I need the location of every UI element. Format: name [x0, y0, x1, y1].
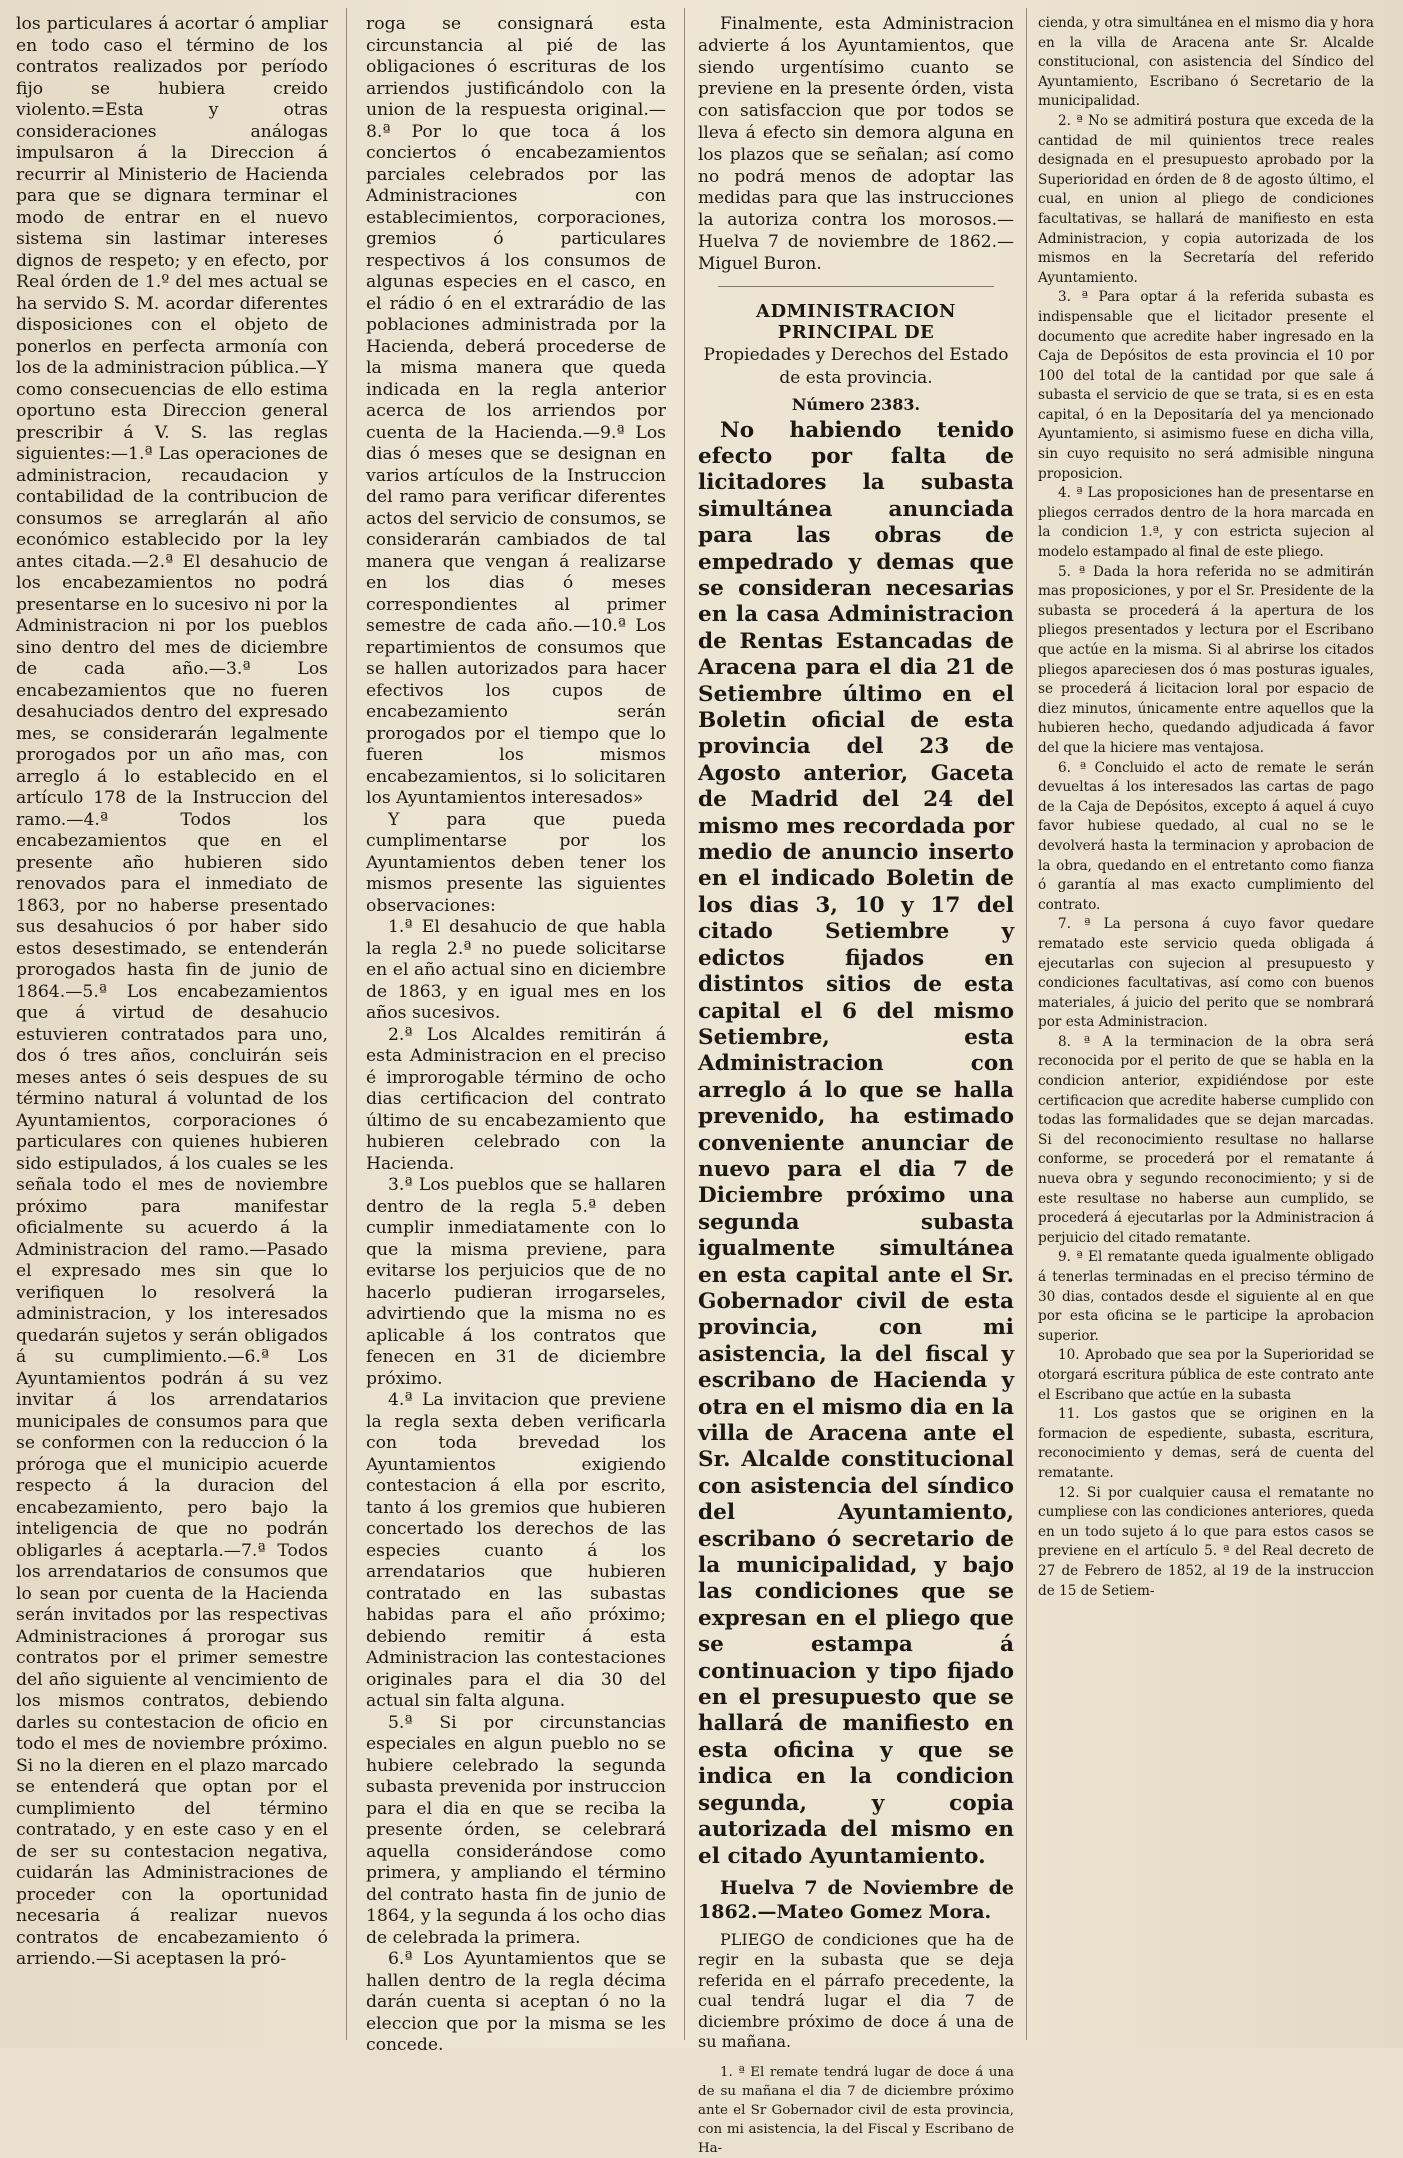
consumos-rules-continued: roga se consignará esta circunstancia al pié de las obligaciones ó escrituras de los arriendos justificándolo con la union de la respuesta original.—8.ª Por lo que toca á los conciertos ó encabezamientos parciales celebrados por las Administraciones con establecimientos, corporaciones, gremios ó particulares respectivos á los consumos de algunas especies en el casco, en el rádio ó en el extrarádio de las poblaciones administrada por la Hacienda, deberá procederse de la misma manera que queda indicada en la regla anterior acerca de los arriendos por cuenta de la Hacienda.—9.ª Los dias ó meses que se designan en varios artículos de la Instruccion del ramo para verificar diferentes actos del servicio de consumos, se considerarán cambiados de tal manera que vengan á realizarse en los dias ó meses correspondientes al primer semestre de cada año.—10.ª Los repartimientos de consumos que se hallen autorizados para hacer efectivos los cupos de encabezamiento serán prorogados por el tiempo que lo fueren los mismos encabezamientos, si lo solicitaren los Ayuntamientos interesados»	[366, 14, 666, 808]
condicion-4: 4. ª Las proposiciones han de presentarse en pliegos cerrados dentro de la hora marcada en la condicion 1.ª, y con estricta sujecion al modelo estampado al final de este pliego.	[1038, 485, 1374, 561]
column-1	[16, 14, 328, 2040]
section-divider	[718, 286, 994, 287]
condicion-5: 5. ª Dada la hora referida no se admitirán mas proposiciones, y por el Sr. Presidente de la subasta se procederá á la apertura de los pliegos presentados y lectura por el Escribano que actúe en la misma. Si al abrirse los citados pliegos apareciesen dos ó mas posturas iguales, se procederá á licitacion loral por espacio de diez minutos, únicamente entre aquellos que la hubieren hecho, quedando adjudicada á favor del que la hiciere mas ventajosa.	[1038, 563, 1374, 756]
observaciones-intro: Y para que pueda cumplimentarse por los Ayuntamientos deben tener los mismos presente las siguientes observaciones:	[366, 809, 666, 916]
condicion-11: 11. Los gastos que se originen en la formacion de espediente, subasta, escritura, reconocimiento y demas, será de cuenta del rematante.	[1038, 1406, 1374, 1481]
column-2	[366, 14, 666, 2055]
observacion-2: 2.ª Los Alcaldes remitirán á esta Administracion en el preciso é improrogable término de ocho dias certificacion del contrato último de su encabezamiento que hubieren celebrado con la Hacienda.	[366, 1024, 666, 1174]
observacion-1: 1.ª El desahucio de que habla la regla 2.ª no puede solicitarse en el año actual sino en diciembre de 1863, y en igual mes en los años sucesivos.	[366, 917, 666, 1023]
column-4	[1038, 14, 1374, 2040]
closing-notice: Finalmente, esta Administracion advierte á los Ayuntamientos, que siendo urgentísimo cuanto se previene en la presente órden, vista con satisfaccion que por todos se lleva á efecto sin demora alguna en los plazos que se señalan; así como no podrá menos de adoptar las medidas para que las instrucciones la autoriza contra los morosos.—Huelva 7 de noviembre de 1862.—Miguel Buron.	[698, 14, 1014, 274]
consumos-rules-text: los particulares á acortar ó ampliar en todo caso el término de los contratos realizados por período fijo se hubiera creido violento.=Esta y otras consideraciones análogas impulsaron á la Direccion á recurrir al Ministerio de Hacienda para que se dignara terminar el modo de entrar en el nuevo sistema sin lastimar intereses dignos de respeto; y en efecto, por Real órden de 1.º del mes actual se ha servido S. M. acordar diferentes disposiciones con el objeto de ponerlos en perfecta armonía con los de la administracion pública.—Y como consecuencias de ello estima oportuno esta Direccion general prescribir á V. S. las reglas siguientes:—1.ª Las operaciones de administracion, recaudacion y contabilidad de la contribucion de consumos se arreglarán al año económico establecido por la ley antes citada.—2.ª El desahucio de los encabezamientos no podrá presentarse en lo sucesivo ni por la Administracion ni por los pueblos sino dentro del mes de diciembre de cada año.—3.ª Los encabezamientos que no fueren desahuciados dentro del expresado mes, se considerarán legalmente prorogados por un año mas, con arreglo á lo establecido en el artículo 178 de la Instruccion del ramo.—4.ª Todos los encabezamientos que en el presente año hubieren sido renovados para el inmediato de 1863, por no haberse presentado sus desahucios ó por haber sido estos desestimado, se entenderán prorogados hasta fin de junio de 1864.—5.ª Los encabezamientos que á virtud de desahucio estuvieren contratados para uno, dos ó tres años, concluirán seis meses antes ó seis despues de su término natural á voluntad de los Ayuntamientos, corporaciones ó particulares con quienes hubieren sido estipulados, á los cuales se les señala todo el mes de noviembre próximo para manifestar oficialmente su acuerdo á la Administracion del ramo.—Pasado el expresado mes sin que lo verifiquen lo resolverá la administracion, y los interesados quedarán sujetos y serán obligados á su cumplimiento.—6.ª Los Ayuntamientos podrán á su vez invitar á los arrendatarios municipales de consumos para que se conformen con la reduccion ó la próroga que el municipio acuerde respecto á la duracion del encabezamiento, pero bajo la inteligencia de que no podrán obligarles á aceptarla.—7.ª Todos los arrendatarios de consumos que lo sean por cuenta de la Hacienda serán invitados por las respectivas Administraciones á prorogar sus contratos por el primer semestre del año siguiente al vencimiento de los mismos contratos, debiendo darles su contestacion de oficio en todo el mes de noviembre próximo. Si no la dieren en el plazo marcado se entenderá que optan por el cumplimiento del término contratado, y en este caso y en el de ser su contestacion negativa, cuidarán las Administraciones de proceder con la oportunidad necesaria á realizar nuevos contratos de encabezamiento ó arriendo.—Si aceptasen la pró-	[16, 14, 328, 1969]
observacion-5: 5.ª Si por circunstancias especiales en algun pueblo no se hubiere celebrado la segunda subasta prevenida por instruccion para el dia en que se reciba la presente órden, se celebrará aquella considerándose como primera, y ampliando el término del contrato hasta fin de junio de 1864, y la segunda á los ocho dias de celebrada la primera.	[366, 1712, 666, 1948]
section-subheading-2: de esta provincia.	[779, 367, 933, 388]
notice-number: Número 2383.	[791, 394, 921, 414]
column-rule	[1026, 8, 1027, 2040]
column-rule	[684, 8, 685, 2040]
condicion-7: 7. ª La persona á cuyo favor quedare rematado este servicio queda obligada á ejecutarlas con sujecion al presupuesto y condiciones facultativas, así como con buenos materiales, á juicio del perito que se nombrará por esta Administracion.	[1038, 916, 1374, 1031]
observacion-4: 4.ª La invitacion que previene la regla sexta deben verificarla con toda brevedad los Ayuntamientos exigiendo contestacion á ella por escrito, tanto á los gremios que hubieren concertado los derechos de las especies cuanto á los arrendatarios que hubieren contratado en las subastas habidas para el año próximo; debiendo remitir á esta Administracion las contestaciones originales para el dia 30 del actual sin falta alguna.	[366, 1390, 666, 1711]
observacion-3: 3.ª Los pueblos que se hallaren dentro de la regla 5.ª deben cumplir inmediatamente con lo que la misma previene, para evitarse los perjuicios que de no hacerlo pudieran irrogarseles, advirtiendo que la misma no es aplicable á los contratos que fenecen en 31 de diciembre próximo.	[366, 1175, 666, 1389]
condicion-3: 3. ª Para optar á la referida subasta es indispensable que el licitador presente el documento que acredite haber ingresado en la Caja de Depósitos de esta provincia el 10 por 100 del total de la cantidad por que sale á subasta el servicio de que se trata, si es en esta capital, ó en la Depositaría del ya mencionado Ayuntamiento, si asimismo fuese en dicha villa, sin cuyo requisito no será admisible ninguna proposicion.	[1038, 289, 1374, 482]
column-rule	[346, 8, 347, 2040]
section-heading: ADMINISTRACION PRINCIPAL DE	[756, 300, 956, 343]
observacion-6: 6.ª Los Ayuntamientos que se hallen dentro de la regla décima darán cuenta si aceptan ó no la eleccion que por la misma se les concede.	[366, 1949, 666, 2055]
subasta-announcement: No habiendo tenido efecto por falta de licitadores la subasta simultánea anunciada para las obras de empedrado y demas que se consideran necesarias en la casa Administracion de Rentas Estancadas de Aracena para el dia 21 de Setiembre último en el Boletin oficial de esta provincia del 23 de Agosto anterior, Gaceta de Madrid del 24 del mismo mes recordada por medio de anuncio inserto en el indicado Boletin de los dias 3, 10 y 17 del citado Setiembre y edictos fijados en distintos sitios de esta capital el 6 del mismo Setiembre, esta Administracion con arreglo á lo que se halla prevenido, ha estimado conveniente anunciar de nuevo para el dia 7 de Diciembre próximo una segunda subasta igualmente simultánea en esta capital ante el Sr. Gobernador civil de esta provincia, con mi asistencia, la del fiscal y escribano de Hacienda y otra en el mismo dia en la villa de Aracena ante el Sr. Alcalde constitucional con asistencia del síndico del Ayuntamiento, escribano ó secretario de la municipalidad, y bajo las condiciones que se expresan en el pliego que se estampa á continuacion y tipo fijado en el presupuesto que se hallará de manifiesto en esta oficina y que se indica en la condicion segunda, y copia autorizada del mismo en el citado Ayuntamiento.	[698, 417, 1014, 1869]
condicion-12: 12. Si por cualquier causa el rematante no cumpliese con las condiciones anteriores, queda en un todo sujeto á lo que para estos casos se previene en el artículo 5. ª del Real decreto de 27 de Febrero de 1852, al 19 de la instruccion de 15 de Setiem-	[1038, 1484, 1374, 1599]
column-3	[698, 14, 1014, 2156]
condicion-6: 6. ª Concluido el acto de remate le serán devueltas á los interesados las cartas de pago de la Caja de Depósitos, excepto á aquel á cuyo favor hubiese quedado, al cual no se le devolverá hasta la terminacion y aprobacion de la obra, quedando en el entretanto como fianza ó garantía al mas exacto cumplimiento del contrato.	[1038, 759, 1374, 913]
condicion-1: 1. ª El remate tendrá lugar de doce á una de su mañana el dia 7 de diciembre próximo ante el Sr Gobernador civil de esta provincia, con mi asistencia, la del Fiscal y Escribano de Ha-	[698, 2064, 1014, 2156]
signature-line: Huelva 7 de Noviembre de 1862.—Mateo Gomez Mora.	[698, 1876, 1014, 1923]
pliego-heading: PLIEGO de condiciones que ha de regir en la subasta que se deja referida en el párrafo precedente, la cual tendrá lugar el dia 7 de diciembre próximo de doce á una de su mañana.	[698, 1929, 1014, 2052]
condicion-8: 8. ª A la terminacion de la obra será reconocida por el perito de que se habla en la condicion anterior, expidiéndose por este certificacion que acredite haberse cumplido con todas las formalidades que se dejan marcadas. Si del reconocimiento resultase no hallarse conforme, se procederá por el rematante á nueva obra y segundo reconocimiento; y si de este resultase no haberse aun cumplido, se procederá á ejecutarlas por la Administracion á perjuicio del citado rematante.	[1038, 1033, 1374, 1246]
condicion-2: 2. ª No se admitirá postura que exceda de la cantidad de mil quinientos trece reales designada en el presupuesto aprobado por la Superioridad en órden de 8 de agosto último, el cual, en union al pliego de condiciones facultativas, se hallará de manifiesto en esta Administracion, y copia autorizada de los mismos en la Secretaría del referido Ayuntamiento.	[1038, 112, 1374, 286]
condicion-9: 9. ª El rematante queda igualmente obligado á tenerlas terminadas en el preciso término de 30 dias, contados desde el siguiente al en que por esta oficina se le participe la aprobacion superior.	[1038, 1249, 1374, 1344]
condicion-1-continued: cienda, y otra simultánea en el mismo dia y hora en la villa de Aracena ante Sr. Alcalde constitucional, con asistencia del Síndico del Ayuntamiento, Escribano ó Secretario de la municipalidad.	[1038, 15, 1374, 110]
condicion-10: 10. Aprobado que sea por la Superioridad se otorgará escritura pública de este contrato ante el Escribano que actúe en la subasta	[1038, 1347, 1374, 1403]
section-subheading: Propiedades y Derechos del Estado	[703, 344, 1009, 365]
